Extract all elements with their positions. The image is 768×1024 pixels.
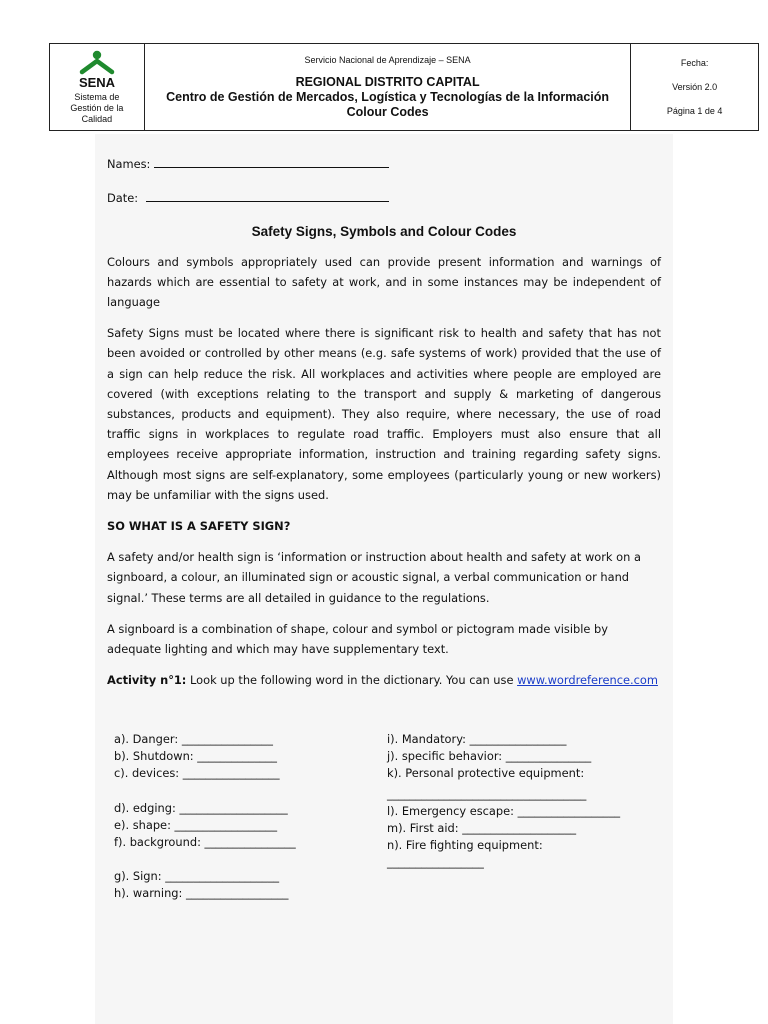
vocab-item: g). Sign: ____________________	[114, 869, 280, 884]
date-field: Date:	[107, 188, 661, 208]
vocab-spacer	[114, 783, 296, 800]
vocab-item: k). Personal protective equipment:	[387, 766, 585, 781]
names-blank[interactable]	[154, 155, 389, 168]
document-subject: Colour Codes	[346, 104, 429, 119]
document-header	[49, 43, 759, 131]
wordreference-link[interactable]: www.wordreference.com	[517, 673, 658, 688]
vocab-item: e). shape: __________________	[114, 817, 278, 832]
safety-signs-paragraph: Safety Signs must be located where there is significant risk to health and safety that has not been avoided or controlled by other means (e.g. safe systems of work) provided that the use of a sign can help reduce the risk. All workplaces and activities where people are employed are covered (with exceptions relating to the transport and supply & marketing of dangerous substances, products and equipment). They also require, where necessary, the use of road traffic signs in workplaces to regulate road traffic. Employers must also ensure that all employees receive appropriate information, instruction and training regarding safety signs. Although most signs are self-explanatory, some employees (particularly young or new workers) may be unfamiliar with the signs used.	[107, 326, 661, 502]
vocab-item: c). devices: _________________	[114, 766, 280, 781]
vocab-item: i). Mandatory: _________________	[387, 732, 567, 746]
vocab-item: _________________	[387, 855, 484, 870]
version-label: Versión 2.0	[672, 82, 718, 92]
vocab-item: a). Danger: ________________	[114, 732, 273, 746]
vocab-item: l). Emergency escape: __________________	[387, 803, 621, 818]
vocab-item: ___________________________________	[387, 786, 587, 801]
document-body	[107, 150, 661, 690]
page-number: Página 1 de 4	[666, 106, 723, 116]
center-name: Centro de Gestión de Mercados, Logística y Tecnologías de la Información	[166, 89, 610, 104]
vocab-item: m). First aid: ____________________	[387, 821, 577, 836]
header-meta-cell	[631, 44, 759, 131]
signboard-paragraph: A signboard is a combination of shape, colour and symbol or pictogram made visible by adequate lighting and which may have supplementary text.	[107, 621, 608, 657]
intro-paragraph: Colours and symbols appropriately used can provide present information and warnings of hazards which are essential to safety at work, and in some instances may be independent of language	[107, 254, 661, 310]
activity-text: Look up the following word in the dictionary. You can use	[190, 673, 514, 688]
service-name: Servicio Nacional de Aprendizaje – SENA	[304, 54, 471, 65]
vocab-item: j). specific behavior: _______________	[387, 749, 592, 764]
names-field: Names:	[107, 154, 661, 174]
vocab-item: f). background: ________________	[114, 835, 296, 850]
date-blank[interactable]	[146, 189, 389, 202]
sena-logo-icon	[74, 50, 120, 90]
activity-label: Activity n°1:	[107, 673, 187, 688]
vocab-list-left	[114, 731, 296, 903]
header-title-cell	[144, 44, 631, 131]
quality-system-label: Sistema de Gestión de la Calidad	[70, 91, 124, 124]
section-heading: SO WHAT IS A SAFETY SIGN?	[107, 519, 291, 534]
vocab-item: h). warning: __________________	[114, 886, 289, 901]
vocab-item: n). Fire fighting equipment:	[387, 838, 543, 853]
date-field-label: Fecha:	[680, 58, 709, 68]
definition-paragraph: A safety and/or health sign is ‘information or instruction about health and safety at work on a signboard, a colour, an illuminated sign or acoustic signal, a verbal communication or hand signal.’ These terms are all detailed in guidance to the regulations.	[107, 550, 641, 605]
regional-name: REGIONAL DISTRITO CAPITAL	[295, 74, 480, 89]
vocab-item: b). Shutdown: ______________	[114, 749, 277, 764]
vocab-item: d). edging: ___________________	[114, 800, 288, 815]
activity-instruction	[107, 670, 661, 690]
svg-text:SENA: SENA	[78, 74, 115, 90]
vocab-list-right	[387, 731, 620, 872]
vocab-spacer	[114, 851, 296, 868]
logo-cell	[50, 44, 145, 131]
page-title: Safety Signs, Symbols and Colour Codes	[251, 224, 517, 240]
